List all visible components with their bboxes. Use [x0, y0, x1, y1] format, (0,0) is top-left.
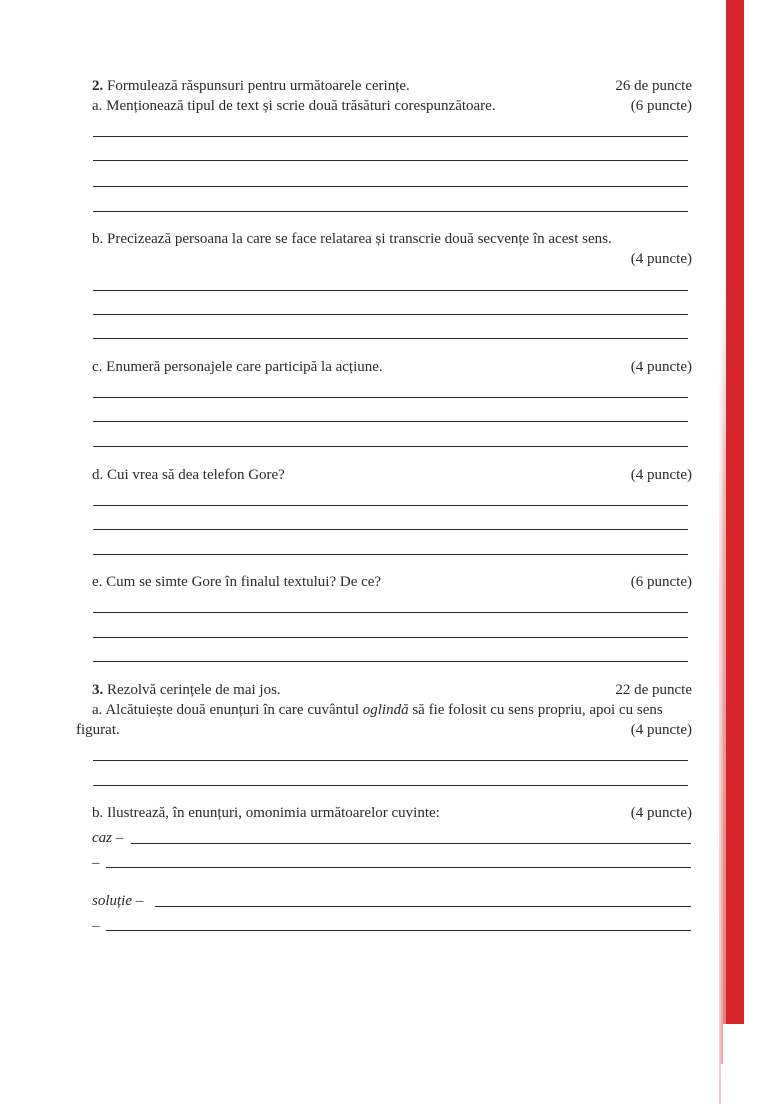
answer-line[interactable]	[93, 314, 688, 315]
answer-line[interactable]	[93, 554, 688, 555]
solutie-dash: –	[135, 893, 144, 909]
q3a-points: (4 puncte)	[630, 722, 692, 738]
caz-answer-line-2[interactable]	[106, 867, 691, 868]
q3a-text-post: să fie folosit cu sens propriu, apoi cu sens	[408, 702, 663, 718]
solutie-word: soluție	[92, 893, 132, 909]
answer-line[interactable]	[93, 421, 688, 422]
q3-points: 22 de puncte	[615, 682, 692, 698]
caz-dash: –	[115, 830, 124, 846]
q2a-text: a. Menționează tipul de text și scrie două trăsături corespunzătoare.	[92, 98, 496, 114]
q2c-text: c. Enumeră personajele care participă la acțiune.	[92, 359, 383, 375]
answer-line[interactable]	[93, 661, 688, 662]
caz-word: caz	[92, 830, 112, 846]
q2d-points: (4 puncte)	[630, 467, 692, 483]
q3a-text-line2: figurat.	[76, 722, 120, 738]
decorative-stripe	[723, 280, 726, 1024]
answer-line[interactable]	[93, 505, 688, 506]
decorative-stripe	[721, 320, 723, 1064]
q3b-points: (4 puncte)	[630, 805, 692, 821]
answer-line[interactable]	[93, 637, 688, 638]
q2e-text: e. Cum se simte Gore în finalul textului? De ce?	[92, 574, 382, 590]
answer-line[interactable]	[93, 446, 688, 447]
caz-dash-2: –	[92, 855, 100, 871]
answer-line[interactable]	[93, 612, 688, 613]
answer-line[interactable]	[93, 136, 688, 137]
q3b-text: b. Ilustrează, în enunțuri, omonimia următoarelor cuvinte:	[92, 805, 440, 821]
answer-line[interactable]	[93, 529, 688, 530]
answer-line[interactable]	[93, 760, 688, 761]
q2-number: 2.	[92, 78, 104, 94]
answer-line[interactable]	[93, 211, 688, 212]
q3-number: 3.	[92, 682, 104, 698]
q2a-points: (6 puncte)	[630, 98, 692, 114]
q2d-text: d. Cui vrea să dea telefon Gore?	[92, 467, 285, 483]
answer-line[interactable]	[93, 186, 688, 187]
caz-answer-line[interactable]	[131, 843, 691, 844]
decorative-stripe	[719, 360, 721, 1104]
answer-line[interactable]	[93, 290, 688, 291]
q2c-points: (4 puncte)	[630, 359, 692, 375]
q2e-points: (6 puncte)	[630, 574, 692, 590]
solutie-answer-line-2[interactable]	[106, 930, 691, 931]
q3a-word: oglindă	[362, 702, 409, 718]
q3-heading	[92, 680, 281, 700]
q3a-text-pre: a. Alcătuiește două enunțuri în care cuvântul	[92, 702, 363, 718]
q2-title: Formulează răspunsuri pentru următoarele cerințe.	[107, 78, 410, 94]
q2b-text: b. Precizează persoana la care se face relatarea și transcrie două secvențe în acest sens.	[92, 231, 612, 247]
q2-points: 26 de puncte	[615, 78, 692, 94]
q2-heading	[92, 76, 410, 96]
q3-title: Rezolvă cerințele de mai jos.	[107, 682, 281, 698]
answer-line[interactable]	[93, 785, 688, 786]
answer-line[interactable]	[93, 397, 688, 398]
answer-line[interactable]	[93, 338, 688, 339]
answer-line[interactable]	[93, 160, 688, 161]
solutie-label	[92, 891, 143, 911]
caz-label	[92, 828, 123, 848]
red-margin-bar	[726, 0, 744, 1024]
solutie-dash-2: –	[92, 918, 100, 934]
q2b-points: (4 puncte)	[630, 251, 692, 267]
q3a-text	[92, 700, 663, 720]
solutie-answer-line[interactable]	[155, 906, 691, 907]
